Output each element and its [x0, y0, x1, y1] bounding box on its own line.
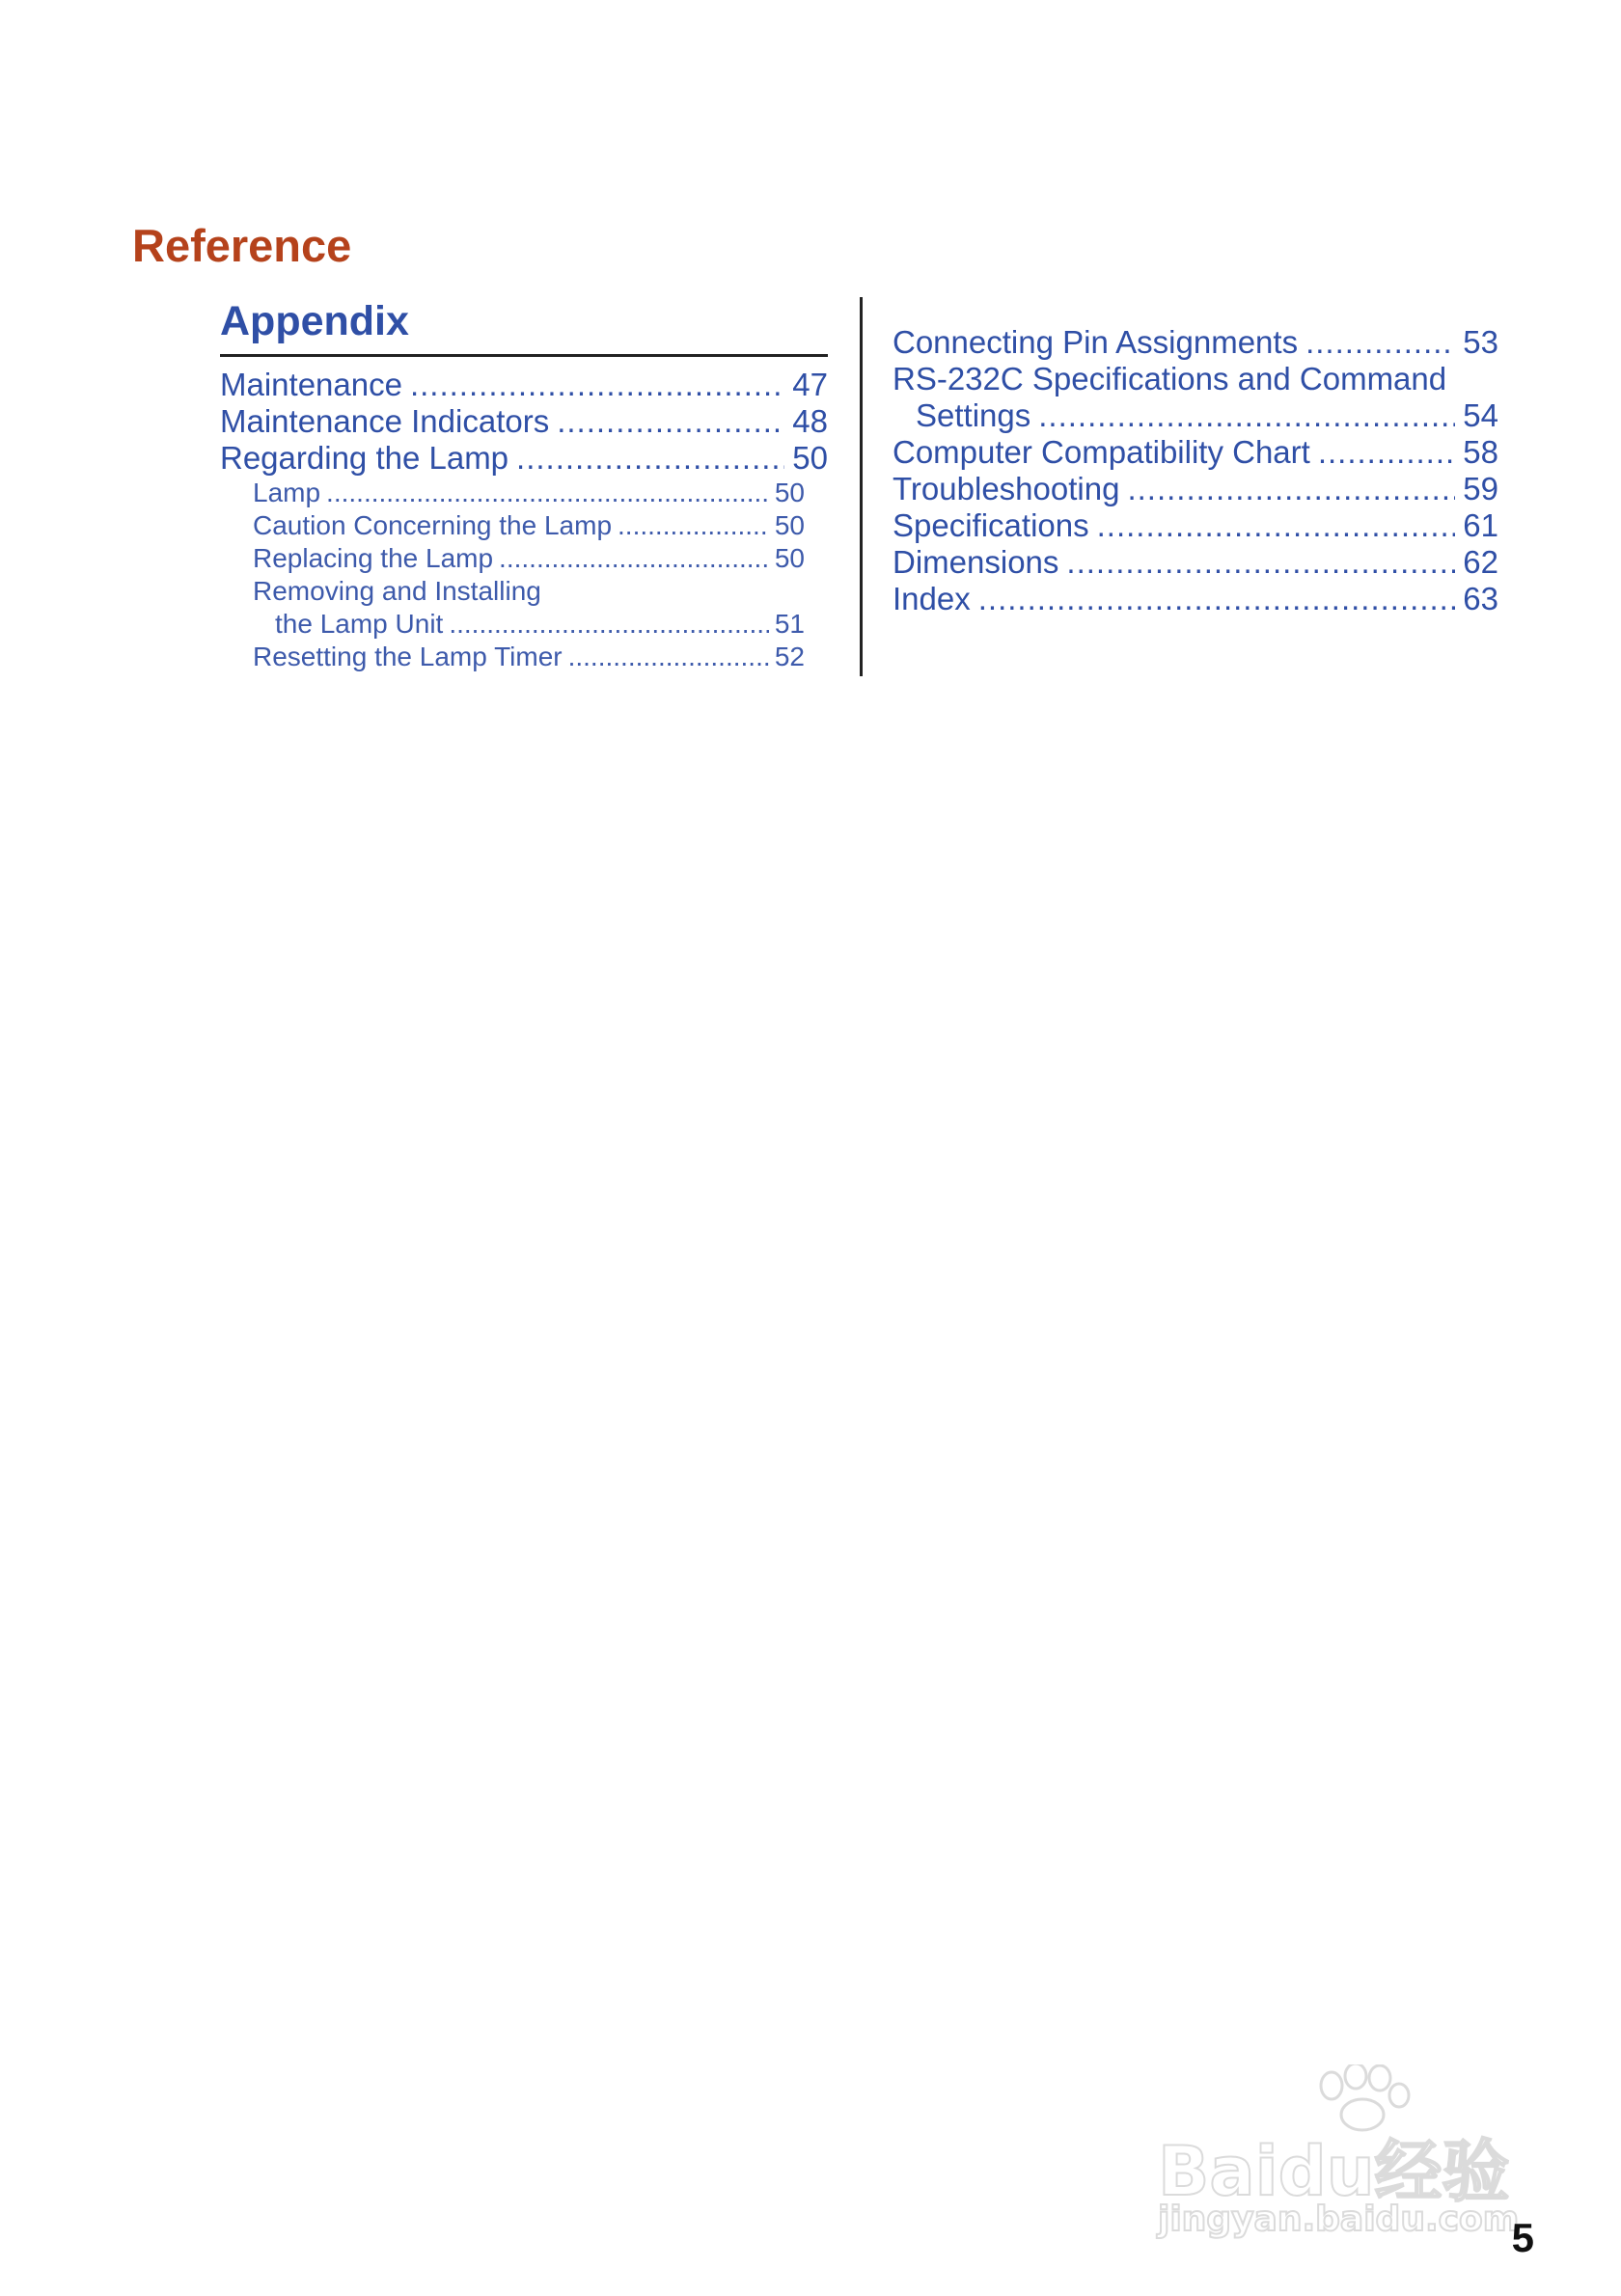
toc-entry-label: Specifications: [893, 507, 1089, 543]
leader-dots: [410, 367, 784, 403]
toc-entry-rs232-line2[interactable]: [916, 397, 1498, 434]
right-toc-column: [893, 324, 1498, 617]
leader-dots: [557, 403, 784, 440]
leader-dots: [326, 477, 769, 509]
toc-entry-page: 47: [792, 367, 828, 402]
toc-subentry-removing-line1[interactable]: Removing and Installing: [253, 576, 541, 606]
toc-subentry-caution[interactable]: [253, 509, 805, 542]
baidu-watermark: [1158, 2064, 1544, 2257]
toc-entry-page: 61: [1463, 507, 1498, 543]
toc-entry-maintenance-indicators[interactable]: [220, 403, 828, 440]
toc-entry-label: the Lamp Unit: [275, 609, 444, 639]
toc-entry-page: 63: [1463, 581, 1498, 616]
appendix-column: [220, 294, 828, 673]
toc-entry-troubleshooting[interactable]: [893, 471, 1498, 507]
appendix-title: Appendix: [220, 294, 828, 357]
toc-subentry-replacing[interactable]: [253, 542, 805, 575]
toc-entry-maintenance[interactable]: [220, 367, 828, 403]
leader-dots: [1305, 324, 1455, 361]
section-title: Reference: [132, 220, 352, 271]
leader-dots: [978, 581, 1456, 617]
toc-entry-label: Connecting Pin Assignments: [893, 324, 1299, 360]
toc-entry-page: 62: [1463, 544, 1498, 580]
toc-entry-page: 53: [1463, 324, 1498, 360]
leader-dots: [1066, 544, 1455, 581]
toc-entry-page: 50: [774, 510, 805, 540]
toc-entry-page: 59: [1463, 471, 1498, 506]
toc-entry-connecting-pins[interactable]: [893, 324, 1498, 361]
leader-dots: [1127, 471, 1455, 507]
toc-entry-dimensions[interactable]: [893, 544, 1498, 581]
toc-entry-page: 54: [1463, 397, 1498, 433]
page-number: 5: [1511, 2215, 1534, 2260]
leader-dots: [1038, 397, 1455, 434]
leader-dots: [1097, 507, 1456, 544]
toc-entry-regarding-lamp[interactable]: [220, 440, 828, 477]
toc-subentry-removing-line2[interactable]: [275, 608, 805, 641]
toc-entry-page: 52: [774, 642, 805, 671]
toc-entry-label: Lamp: [253, 478, 321, 507]
toc-entry-page: 50: [774, 478, 805, 507]
toc-entry-label: Caution Concerning the Lamp: [253, 510, 613, 540]
toc-entry-page: 58: [1463, 434, 1498, 470]
toc-subentry-resetting[interactable]: [253, 641, 805, 673]
toc-entry-page: 50: [792, 440, 828, 476]
toc-entry-specifications[interactable]: [893, 507, 1498, 544]
toc-entry-label: Maintenance Indicators: [220, 403, 550, 439]
leader-dots: [449, 608, 769, 641]
toc-entry-label: Index: [893, 581, 971, 616]
toc-entry-page: 50: [774, 543, 805, 573]
toc-subentry-lamp[interactable]: [253, 477, 805, 509]
appendix-toc: [220, 367, 828, 673]
leader-dots: [568, 641, 769, 673]
watermark-url: jingyan.baidu.com: [1158, 2200, 1520, 2239]
toc-entry-index[interactable]: [893, 581, 1498, 617]
toc-entry-label: Settings: [916, 397, 1031, 433]
toc-entry-label: Computer Compatibility Chart: [893, 434, 1310, 470]
toc-entry-label: Maintenance: [220, 367, 402, 402]
leader-dots: [516, 440, 784, 477]
toc-entry-compatibility-chart[interactable]: [893, 434, 1498, 471]
toc-entry-label: Resetting the Lamp Timer: [253, 642, 563, 671]
leader-dots: [1318, 434, 1455, 471]
toc-entry-label: Regarding the Lamp: [220, 440, 509, 476]
toc-entry-rs232-line1[interactable]: RS-232C Specifications and Command: [893, 361, 1447, 396]
toc-entry-page: 48: [792, 403, 828, 439]
toc-entry-page: 51: [774, 609, 805, 639]
toc-entry-label: Troubleshooting: [893, 471, 1120, 506]
watermark-brand: Baidu经验: [1158, 2132, 1510, 2211]
leader-dots: [618, 509, 769, 542]
leader-dots: [499, 542, 769, 575]
toc-entry-label: Dimensions: [893, 544, 1059, 580]
toc-entry-label: Replacing the Lamp: [253, 543, 494, 573]
column-divider: [860, 297, 863, 676]
